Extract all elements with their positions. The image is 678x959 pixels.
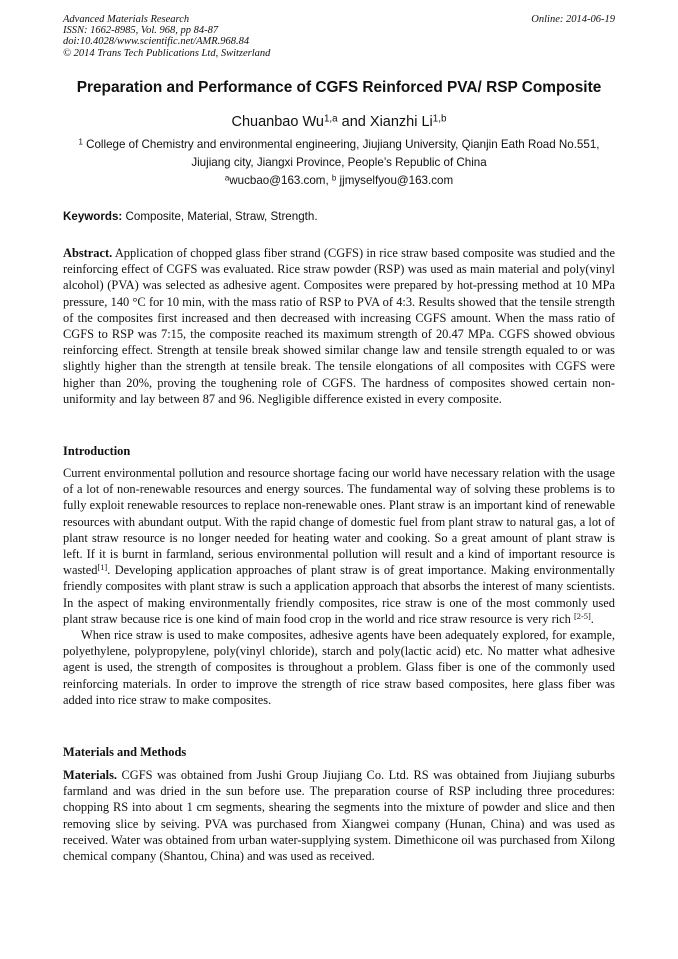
keywords xyxy=(63,209,615,224)
author-2-affil-marker: 1,b xyxy=(432,113,447,125)
materials-paragraph xyxy=(63,767,615,864)
affiliation-text: College of Chemistry and environmental engineering, Jiujiang University, Qianjin Eath Road No.551, Jiujiang city, Jiangxi Province, People’s Republic of China xyxy=(86,138,600,169)
materials-text: CGFS was obtained from Jushi Group Jiujiang Co. Ltd. RS was obtained from Jiujiang suburbs farmland and was dried in the sun before use. The preparation course of RSP including three procedures: chopping RS into about 1 cm segments, shearing the segments into the mixture of powder and slice and then removing slice by seiving. PVA was purchased from Xiangwei company (Hunan, China) and was used as received. Water was obtained from urban water-supplying system. Dimethicone oil was purchased from Xilong chemical company (Shantou, China) and was used as received. xyxy=(63,768,615,864)
paper-title: Preparation and Performance of CGFS Reinforced PVA/ RSP Composite xyxy=(76,79,602,96)
email-a-link[interactable]: wucbao@163.com, xyxy=(229,174,329,187)
methods-heading: Materials and Methods xyxy=(63,745,187,759)
journal-header xyxy=(63,14,270,59)
email-a-marker: a xyxy=(224,173,230,183)
affiliation-marker: 1 xyxy=(78,137,83,147)
online-date: Online: 2014-06-19 xyxy=(531,14,615,25)
intro-text-a: Current environmental pollution and resource shortage facing our world have necessary relation with the usage of a lot of non-renewable resources and energy sources. The fundamental way of solving these problems is to fully exploit renewable resources to replace non-renewable ones. Plant straw is an important kind of renewable resources with abundant output. With the rapid change of domestic fuel from plant straw to natural gas, a lot of plant straw resource is no longer needed for heating water and cooking. So a great amount of plant straw is left. If it is burnt in farmland, serious environmental pollution will result and a kind of important resource is wasted xyxy=(63,466,615,578)
intro-text-c: . xyxy=(590,611,594,626)
doi-line: doi:10.4028/www.scientific.net/AMR.968.84 xyxy=(63,36,250,48)
email-line xyxy=(70,173,608,189)
author-conjunction: and xyxy=(341,114,366,130)
citation-2-5[interactable]: [2-5] xyxy=(573,611,591,622)
introduction-paragraph-2: When rice straw is used to make composites, adhesive agents have been adequately explored, for example, polyethylene, polypropylene, poly(vinyl chloride), starch and poly(lactic acid) etc. No matter what adhesive agent is used, the strength of composites is throughout a problem. Glass fiber is one of the commonly used reinforcing materials. In order to improve the strength of rice straw based composites, here glass fiber was added into rice straw to make composites. xyxy=(63,628,615,707)
affiliation xyxy=(70,136,608,171)
issn-line: ISSN: 1662-8985, Vol. 968, pp 84-87 xyxy=(63,25,219,37)
author-1-name: Chuanbao Wu xyxy=(231,114,324,130)
materials-section xyxy=(63,767,615,864)
email-b-marker: b xyxy=(331,173,337,183)
citation-1[interactable]: [1] xyxy=(97,562,108,573)
keywords-text: Composite, Material, Straw, Strength. xyxy=(125,210,318,223)
abstract-text: Application of chopped glass fiber strand (CGFS) in rice straw based composite was studied and the reinforcing effect of CGFS was evaluated. Rice straw powder (RSP) was used as main material and poly(vinyl alcohol) (PVA) was selected as adhesive agent. Composites were prepared by hot-pressing method at 10 MPa pressure, 140 °C for 10 min, with the mass ratio of RSP to PVA of 4:3. Results showed that the tensile strength of the composites first increased and then decreased with increasing CGFS amount. When the mass ratio of CGFS to RSP was 7:15, the composite reached its maximum strength of 20.47 MPa. CGFS showed obvious reinforcing effect. Strength at tensile break showed similar change law and tensile strength equaled to or was slightly higher than the strength at tensile break. The tensile elongations of all composites with CGFS were higher than 20%, proving the toughening role of CGFS. The hardness of composites showed certain non-uniformity and lay between 87 and 96. Negligible difference existed in every composite. xyxy=(63,246,615,406)
author-1-affil-marker: 1,a xyxy=(323,113,338,125)
copyright-line: © 2014 Trans Tech Publications Ltd, Switzerland xyxy=(63,47,271,59)
keywords-label: Keywords: xyxy=(63,210,123,223)
introduction-section xyxy=(63,465,615,708)
introduction-heading: Introduction xyxy=(63,444,131,458)
abstract-label: Abstract. xyxy=(63,246,113,260)
journal-name: Advanced Materials Research xyxy=(63,14,190,25)
author-line xyxy=(40,113,638,131)
abstract-section xyxy=(63,245,615,407)
author-2-name: Xianzhi Li xyxy=(369,114,433,130)
introduction-paragraph-1 xyxy=(63,465,615,627)
intro-text-b: . Developing application approaches of plant straw is of great importance. Making environmentally friendly composites with plant straw is such a application approach that absorbs the interest of many scientists. In the aspect of making environmentally friendly composites, rice straw is one of the most commonly used plant straw because rice is one kind of main food crop in the world and rice straw resource is very rich xyxy=(63,563,615,626)
materials-label: Materials. xyxy=(63,768,118,782)
abstract-paragraph xyxy=(63,245,615,407)
email-b-link[interactable]: jjmyselfyou@163.com xyxy=(339,174,454,187)
